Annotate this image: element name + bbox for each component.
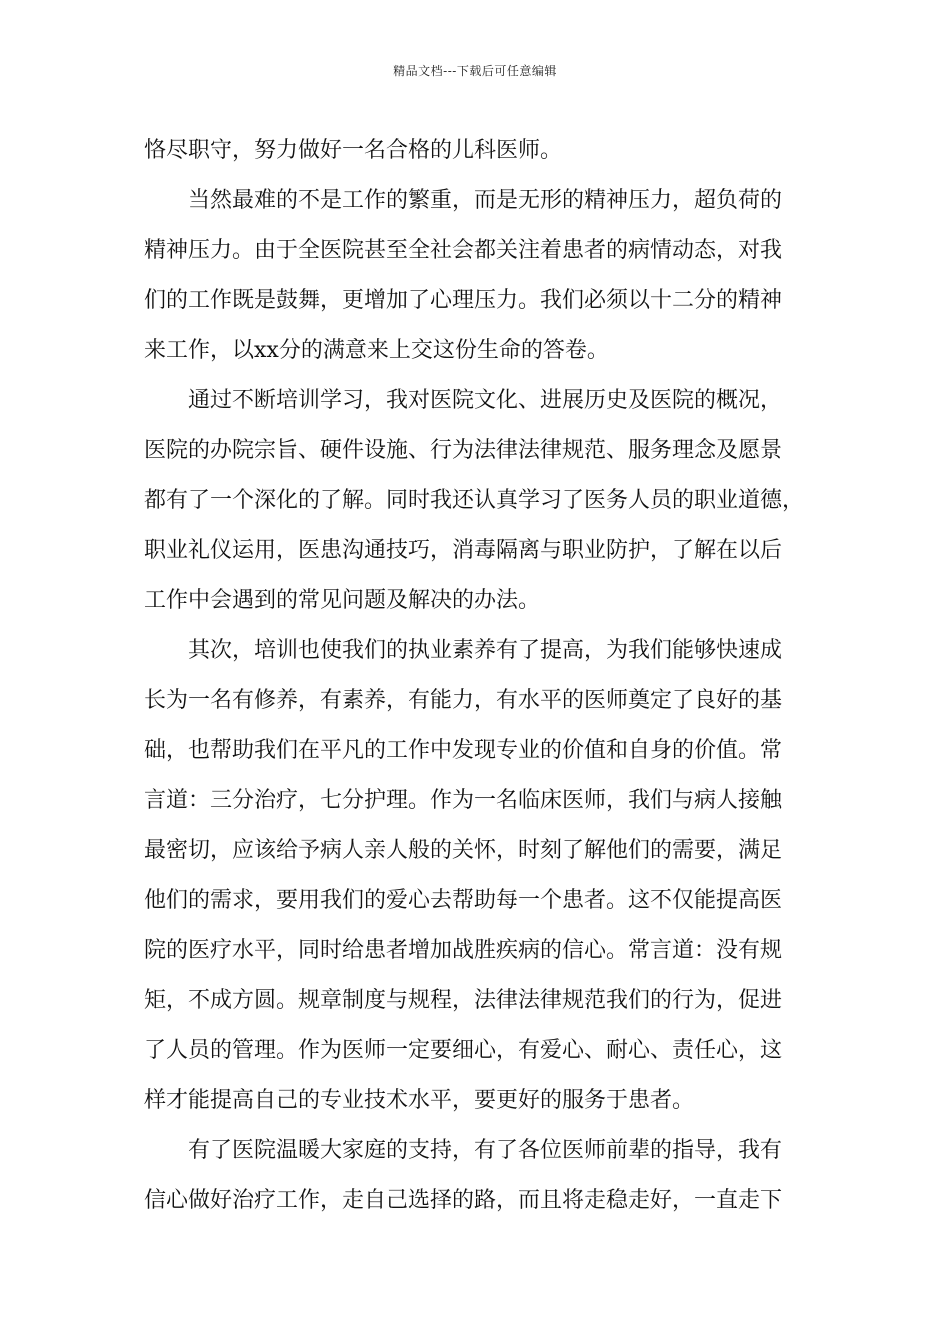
text-line: 职业礼仪运用，医患沟通技巧，消毒隔离与职业防护，了解在以后 bbox=[144, 538, 783, 563]
text-line: 础，也帮助我们在平凡的工作中发现专业的价值和自身的价值。常 bbox=[144, 738, 783, 763]
text-line: 院的医疗水平，同时给患者增加战胜疾病的信心。常言道：没有规 bbox=[144, 938, 783, 963]
text-line: 他们的需求，要用我们的爱心去帮助每一个患者。这不仅能提高医 bbox=[144, 888, 783, 913]
text-line: 矩，不成方圆。规章制度与规程，法律法律规范我们的行为，促进 bbox=[144, 988, 783, 1013]
document-body bbox=[144, 126, 808, 1226]
text-line: 当然最难的不是工作的繁重，而是无形的精神压力，超负荷的 bbox=[188, 188, 783, 213]
text-line: 样才能提高自己的专业技术水平，要更好的服务于患者。 bbox=[144, 1088, 695, 1113]
page-header: 精品文档---下载后可任意编辑 bbox=[393, 64, 557, 78]
text-line: 最密切，应该给予病人亲人般的关怀，时刻了解他们的需要，满足 bbox=[144, 838, 783, 863]
text-line: 恪尽职守，努力做好一名合格的儿科医师。 bbox=[144, 138, 563, 163]
text-line: 精神压力。由于全医院甚至全社会都关注着患者的病情动态，对我 bbox=[144, 238, 783, 263]
text-line: 其次，培训也使我们的执业素养有了提高，为我们能够快速成 bbox=[188, 638, 783, 663]
text-line: 来工作，以xx分的满意来上交这份生命的答卷。 bbox=[144, 338, 609, 363]
text-line: 工作中会遇到的常见问题及解决的办法。 bbox=[144, 588, 541, 613]
text-line: 通过不断培训学习，我对医院文化、进展历史及医院的概况， bbox=[188, 388, 783, 413]
text-line: 了人员的管理。作为医师一定要细心，有爱心、耐心、责任心，这 bbox=[144, 1038, 783, 1063]
text-line: 们的工作既是鼓舞，更增加了心理压力。我们必须以十二分的精神 bbox=[144, 288, 783, 313]
text-line: 有了医院温暖大家庭的支持，有了各位医师前辈的指导，我有 bbox=[188, 1138, 783, 1163]
text-line: 都有了一个深化的了解。同时我还认真学习了医务人员的职业道德， bbox=[144, 488, 805, 513]
text-line: 信心做好治疗工作，走自己选择的路，而且将走稳走好，一直走下 bbox=[144, 1188, 783, 1213]
text-line: 医院的办院宗旨、硬件设施、行为法律法律规范、服务理念及愿景 bbox=[144, 438, 783, 463]
text-line: 长为一名有修养，有素养，有能力，有水平的医师奠定了良好的基 bbox=[144, 688, 783, 713]
text-line: 言道：三分治疗，七分护理。作为一名临床医师，我们与病人接触 bbox=[144, 788, 783, 813]
